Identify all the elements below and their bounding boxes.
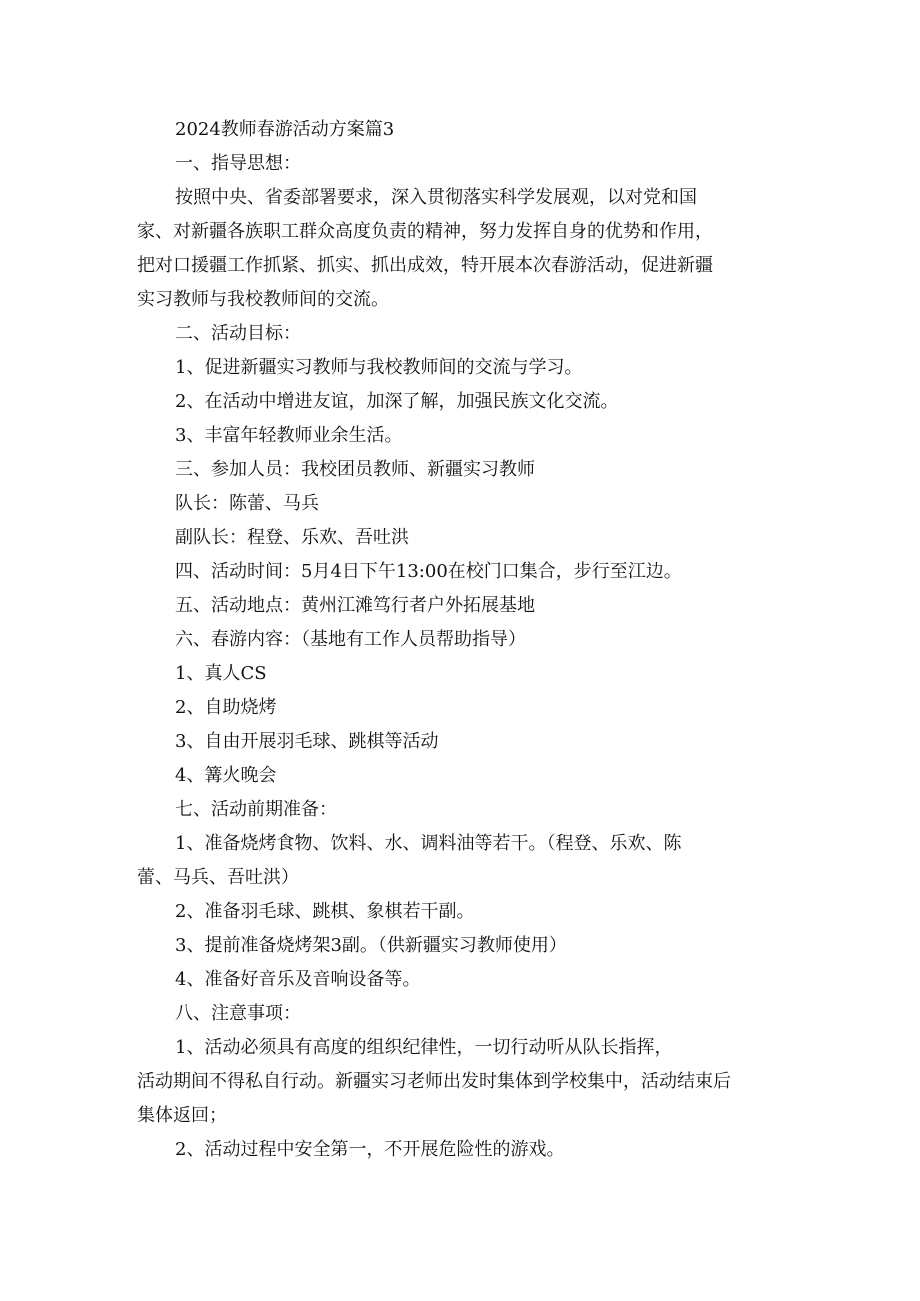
prep-item-line: 蕾、马兵、吾吐洪） xyxy=(137,867,299,888)
goal-item: 2、在活动中增进友谊，加深了解，加强民族文化交流。 xyxy=(175,391,619,412)
note-item-line: 活动期间不得私自行动。新疆实习老师出发时集体到学校集中，活动结束后 xyxy=(137,1071,731,1092)
section-heading-prep: 七、活动前期准备： xyxy=(175,799,337,820)
section-heading-notes: 八、注意事项： xyxy=(175,1003,301,1024)
note-item: 2、活动过程中安全第一，不开展危险性的游戏。 xyxy=(175,1139,565,1160)
note-item-line: 1、活动必须具有高度的组织纪律性，一切行动听从队长指挥， xyxy=(175,1037,673,1058)
content-item: 2、自助烧烤 xyxy=(175,697,277,718)
section-heading-content: 六、春游内容：（基地有工作人员帮助指导） xyxy=(175,629,526,650)
guiding-text-line: 把对口援疆工作抓紧、抓实、抓出成效，特开展本次春游活动，促进新疆 xyxy=(137,255,713,276)
location-line: 五、活动地点：黄州江滩笃行者户外拓展基地 xyxy=(175,595,535,616)
section-heading-guiding: 一、指导思想： xyxy=(175,153,301,174)
prep-item: 2、准备羽毛球、跳棋、象棋若干副。 xyxy=(175,901,475,922)
prep-item-line: 1、准备烧烤食物、饮料、水、调料油等若干。（程登、乐欢、陈 xyxy=(175,833,682,854)
guiding-text-line: 按照中央、省委部署要求，深入贯彻落实科学发展观，以对党和国 xyxy=(175,187,697,208)
note-item-line: 集体返回； xyxy=(137,1105,227,1126)
content-item: 1、真人CS xyxy=(175,663,267,684)
guiding-text-line: 实习教师与我校教师间的交流。 xyxy=(137,289,389,310)
goal-item: 1、促进新疆实习教师与我校教师间的交流与学习。 xyxy=(175,357,583,378)
prep-item: 3、提前准备烧烤架3副。（供新疆实习教师使用） xyxy=(175,935,567,956)
goal-item: 3、丰富年轻教师业余生活。 xyxy=(175,425,403,446)
participants-line: 三、参加人员：我校团员教师、新疆实习教师 xyxy=(175,459,535,480)
guiding-text-line: 家、对新疆各族职工群众高度负责的精神，努力发挥自身的优势和作用， xyxy=(137,221,713,242)
captain-line: 队长：陈蕾、马兵 xyxy=(175,493,319,514)
prep-item: 4、准备好音乐及音响设备等。 xyxy=(175,969,421,990)
time-line: 四、活动时间：5月4日下午13:00在校门口集合，步行至江边。 xyxy=(175,561,682,582)
section-heading-goals: 二、活动目标： xyxy=(175,323,301,344)
document-body xyxy=(137,113,785,1167)
document-title: 2024教师春游活动方案篇3 xyxy=(175,119,395,140)
content-item: 4、篝火晚会 xyxy=(175,765,277,786)
vice-captain-line: 副队长：程登、乐欢、吾吐洪 xyxy=(175,527,409,548)
content-item: 3、自由开展羽毛球、跳棋等活动 xyxy=(175,731,439,752)
